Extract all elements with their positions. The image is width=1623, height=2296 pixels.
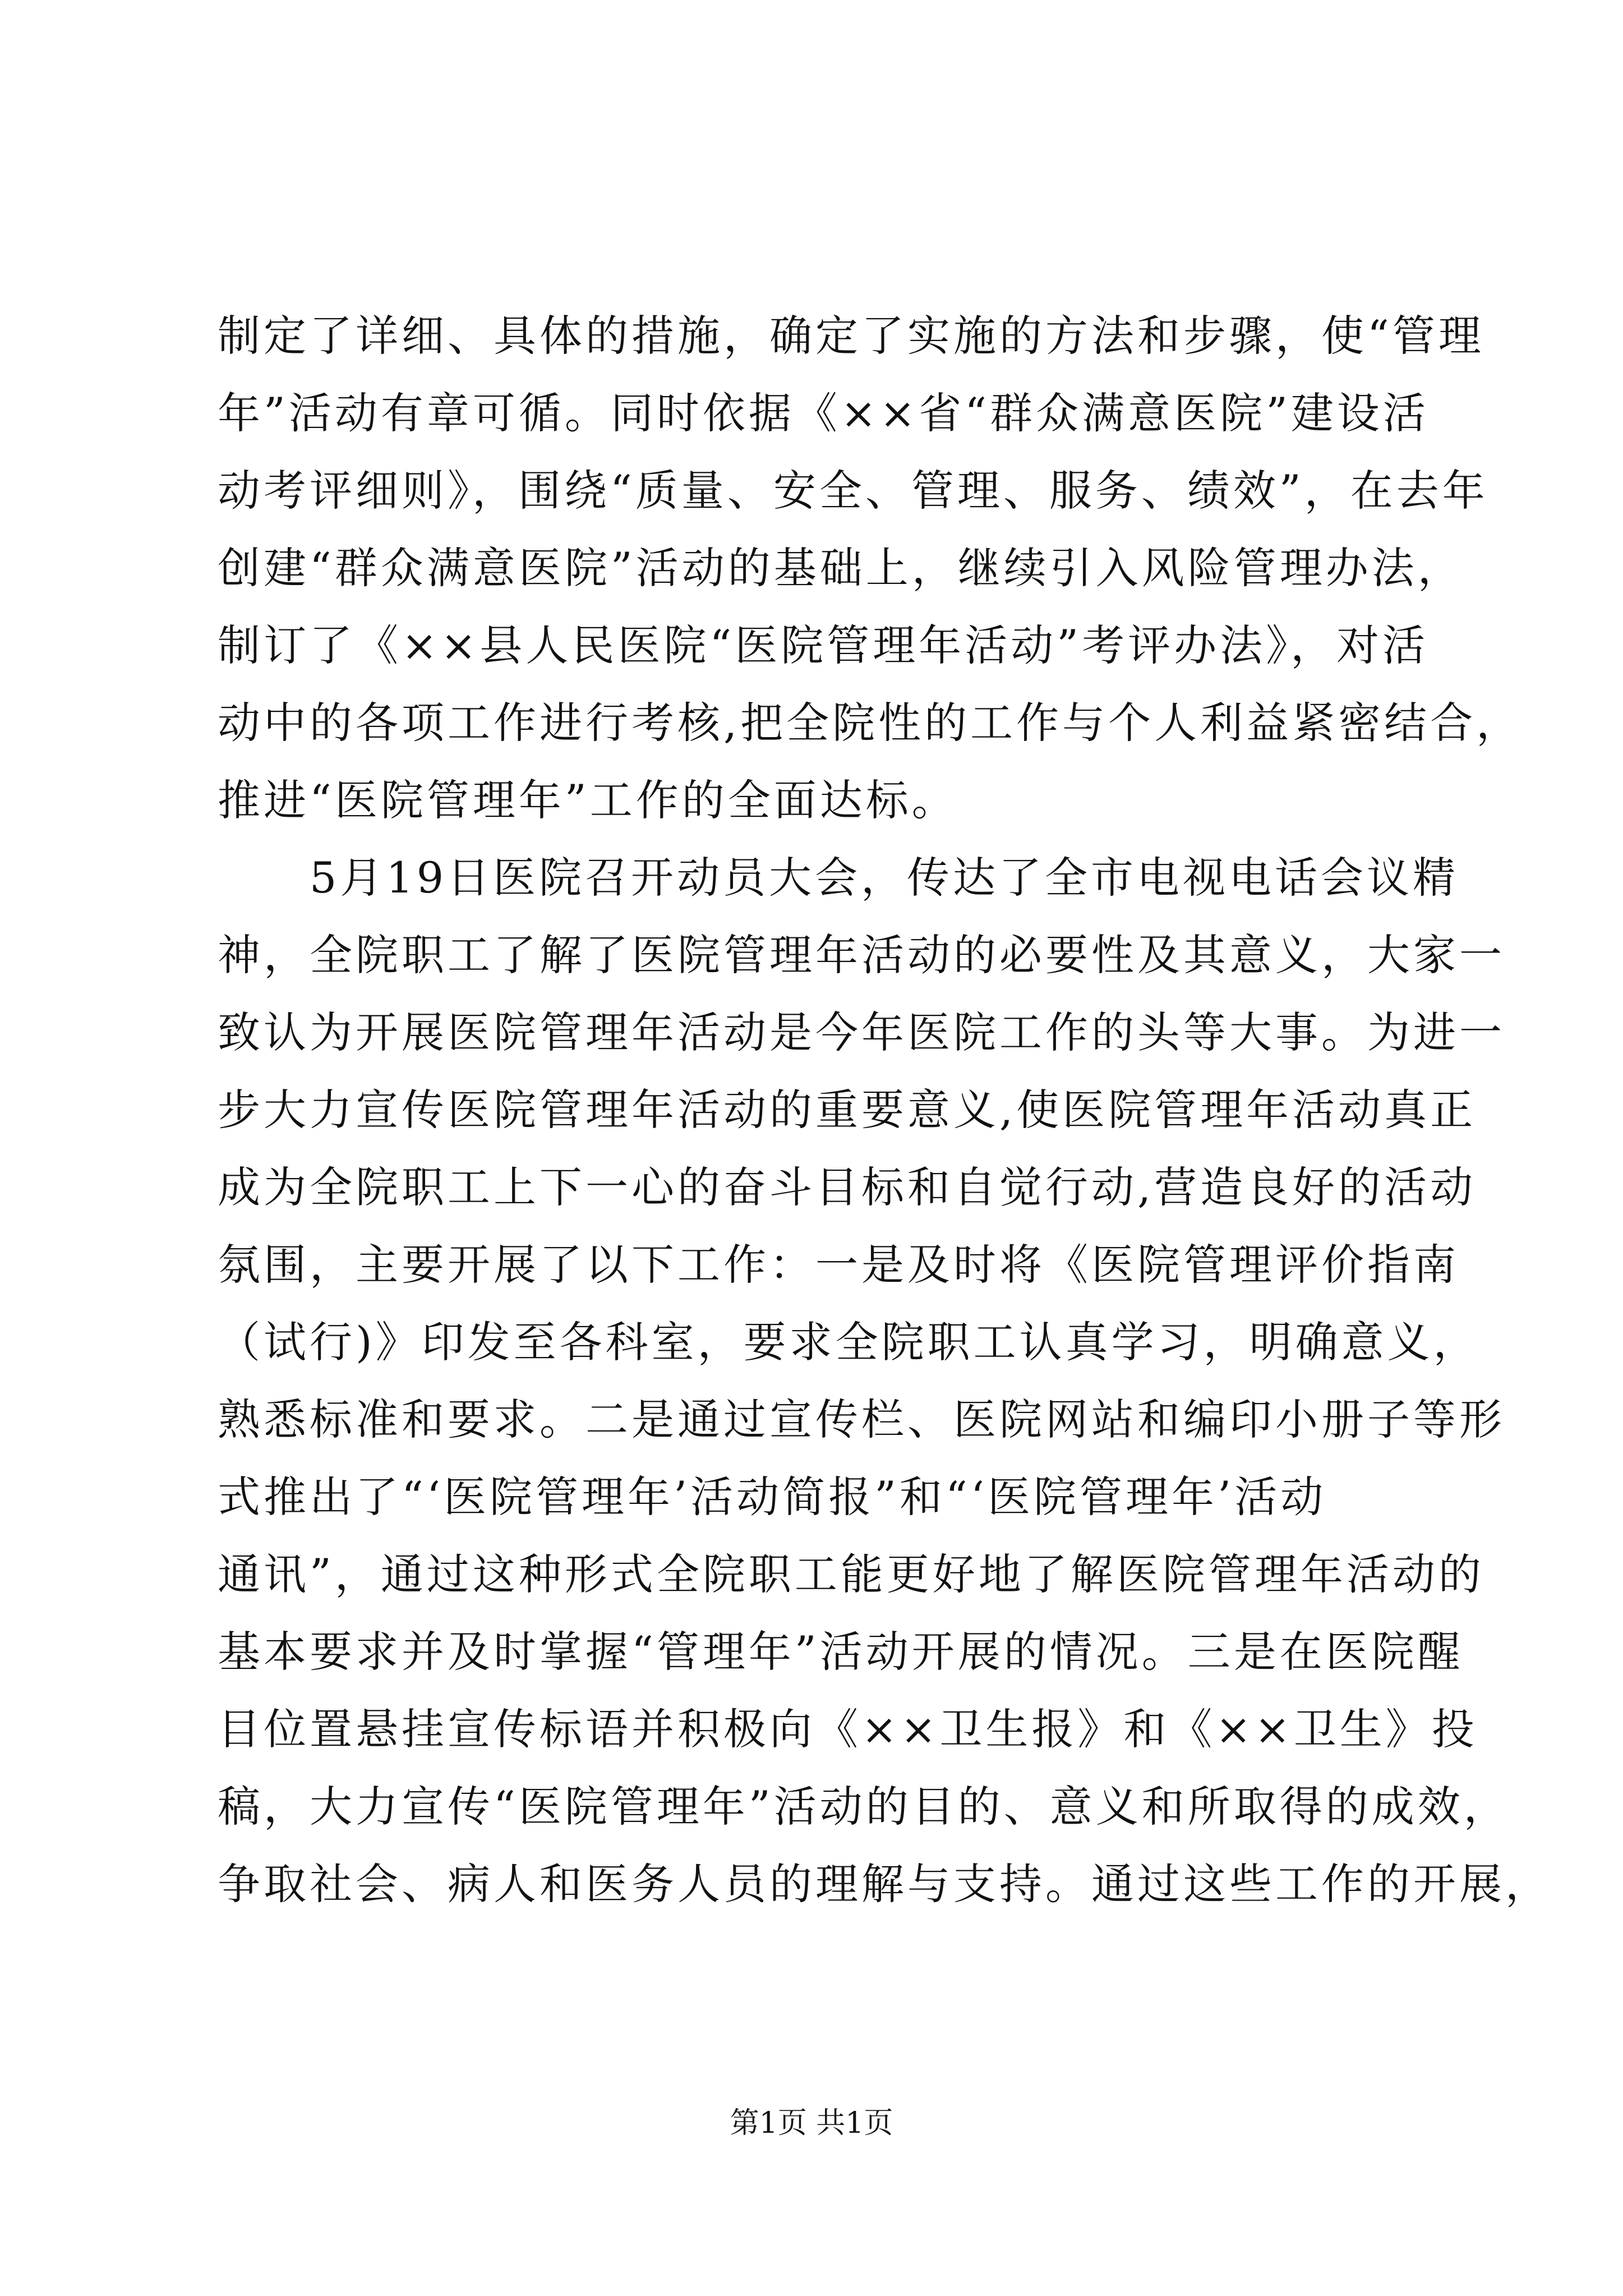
text-line: 通讯”，通过这种形式全院职工能更好地了解医院管理年活动的 — [218, 1549, 1484, 1599]
text-line: 稿，大力宣传“医院管理年”活动的目的、意义和所取得的成效， — [218, 1782, 1510, 1832]
text-line: 5月19日医院召开动员大会，传达了全市电视电话会议精 — [218, 853, 1459, 903]
text-line: 推进“医院管理年”工作的全面达标。 — [218, 775, 958, 825]
text-line: 氛围，主要开展了以下工作：一是及时将《医院管理评价指南 — [218, 1240, 1459, 1290]
text-line: 致认为开展医院管理年活动是今年医院工作的头等大事。为进一 — [218, 1007, 1505, 1057]
text-line: 创建“群众满意医院”活动的基础上，继续引入风险管理办法， — [218, 543, 1464, 593]
text-line: 制定了详细、具体的措施，确定了实施的方法和步骤，使“管理 — [218, 311, 1484, 361]
text-line: 动中的各项工作进行考核,把全院性的工作与个人利益紧密结合， — [218, 698, 1523, 748]
text-line: 成为全院职工上下一心的奋斗目标和自觉行动,营造良好的活动 — [218, 1162, 1477, 1212]
text-line: 年”活动有章可循。同时依据《××省“群众满意医院”建设活 — [218, 388, 1429, 438]
text-line: 神，全院职工了解了医院管理年活动的必要性及其意义，大家一 — [218, 930, 1505, 980]
page-number-footer: 第1页 共1页 — [730, 2106, 893, 2140]
text-line: 熟悉标准和要求。二是通过宣传栏、医院网站和编印小册子等形 — [218, 1395, 1505, 1444]
text-line: 制订了《××县人民医院“医院管理年活动”考评办法》，对活 — [218, 620, 1429, 670]
text-line: 步大力宣传医院管理年活动的重要意义,使医院管理年活动真正 — [218, 1085, 1477, 1135]
text-line: 基本要求并及时掌握“管理年”活动开展的情况。三是在医院醒 — [218, 1627, 1464, 1677]
text-line: 争取社会、病人和医务人员的理解与支持。通过这些工作的开展， — [218, 1859, 1551, 1909]
body-text — [218, 297, 1551, 1923]
text-line: （试行)》印发至各科室，要求全院职工认真学习，明确意义， — [218, 1317, 1479, 1367]
text-line: 式推出了“‘医院管理年’活动简报”和“‘医院管理年’活动 — [218, 1472, 1327, 1522]
text-line: 动考评细则》，围绕“质量、安全、管理、服务、绩效”，在去年 — [218, 466, 1488, 516]
text-line: 目位置悬挂宣传标语并积极向《××卫生报》和《××卫生》投 — [218, 1704, 1478, 1754]
